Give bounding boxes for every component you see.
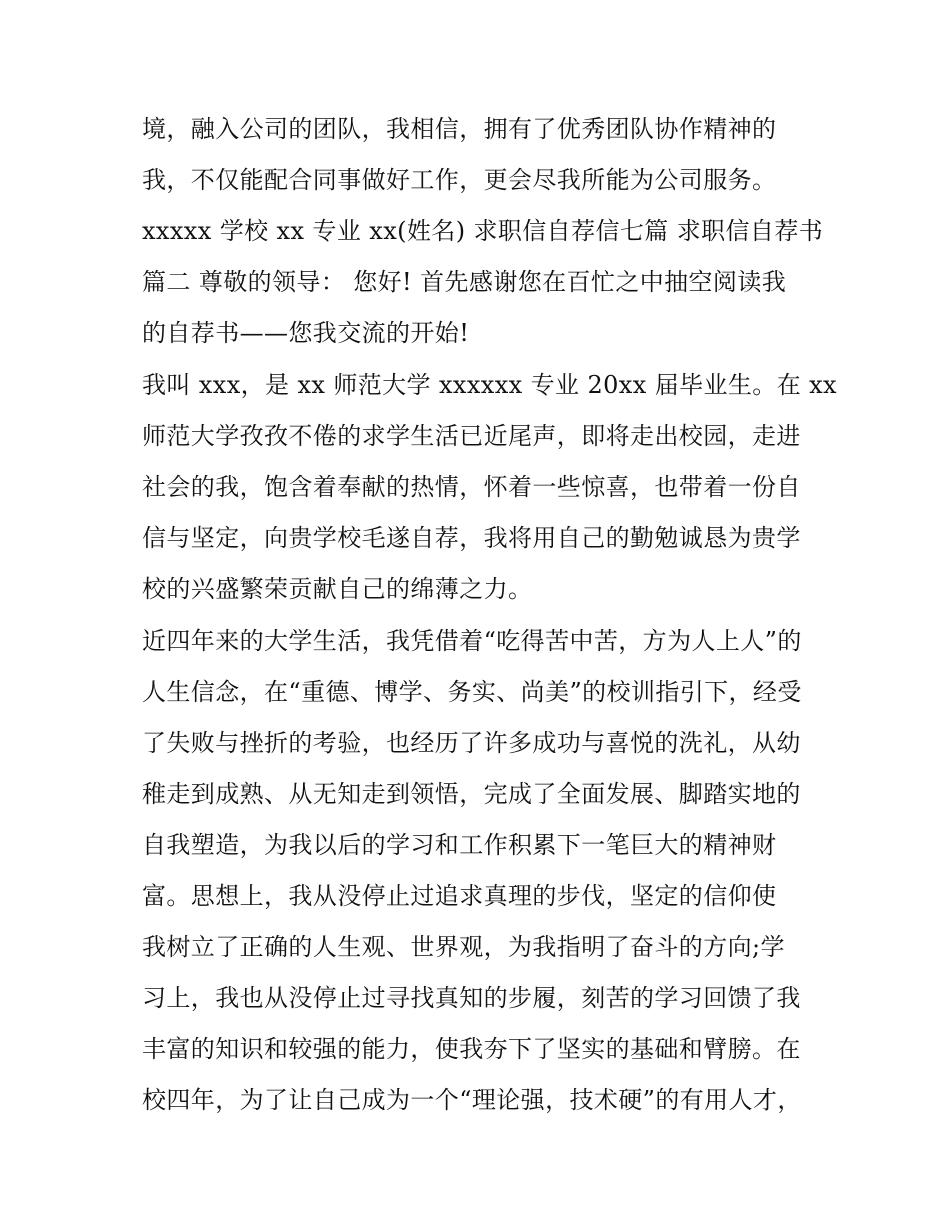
text-line: xxxxx 学校 xx 专业 xx(姓名) 求职信自荐信七篇 求职信自荐书 bbox=[142, 217, 824, 245]
text-line: 校四年，为了让自己成为一个“理论强，技术硬”的有用人才， bbox=[142, 1086, 802, 1114]
text-line: 习上，我也从没停止过寻找真知的步履，刻苦的学习回馈了我 bbox=[142, 984, 801, 1012]
text-line: 校的兴盛繁荣贡献自己的绵薄之力。 bbox=[142, 575, 533, 603]
text-line: 社会的我，饱含着奉献的热情，怀着一些惊喜，也带着一份自 bbox=[142, 473, 801, 501]
document-body bbox=[142, 104, 837, 1126]
text-line: 近四年来的大学生活，我凭借着“吃得苦中苦，方为人上人”的 bbox=[142, 627, 802, 655]
text-line: 人生信念，在“重德、博学、务实、尚美”的校训指引下，经受 bbox=[142, 678, 802, 706]
text-line: 我，不仅能配合同事做好工作，更会尽我所能为公司服务。 bbox=[142, 166, 777, 194]
text-line: 我叫 xxx，是 xx 师范大学 xxxxxx 专业 20xx 届毕业生。在 xx bbox=[142, 371, 837, 399]
text-line: 的自荐书——您我交流的开始! bbox=[142, 319, 470, 347]
text-line: 师范大学孜孜不倦的求学生活已近尾声，即将走出校园，走进 bbox=[142, 422, 801, 450]
text-line: 境，融入公司的团队，我相信，拥有了优秀团队协作精神的 bbox=[142, 115, 777, 143]
text-line: 富。思想上，我从没停止过追求真理的步伐，坚定的信仰使 bbox=[142, 882, 777, 910]
text-line: 丰富的知识和较强的能力，使我夯下了坚实的基础和臂膀。在 bbox=[142, 1035, 801, 1063]
text-line: 信与坚定，向贵学校毛遂自荐，我将用自己的勤勉诚恳为贵学 bbox=[142, 524, 801, 552]
text-line: 自我塑造，为我以后的学习和工作积累下一笔巨大的精神财 bbox=[142, 831, 777, 859]
text-line: 了失败与挫折的考验，也经历了许多成功与喜悦的洗礼，从幼 bbox=[142, 729, 801, 757]
text-line: 我树立了正确的人生观、世界观，为我指明了奋斗的方向;学 bbox=[142, 933, 785, 961]
text-line: 稚走到成熟、从无知走到领悟，完成了全面发展、脚踏实地的 bbox=[142, 780, 801, 808]
text-line: 篇二 尊敬的领导： 您好! 首先感谢您在百忙之中抽空阅读我 bbox=[142, 268, 787, 296]
